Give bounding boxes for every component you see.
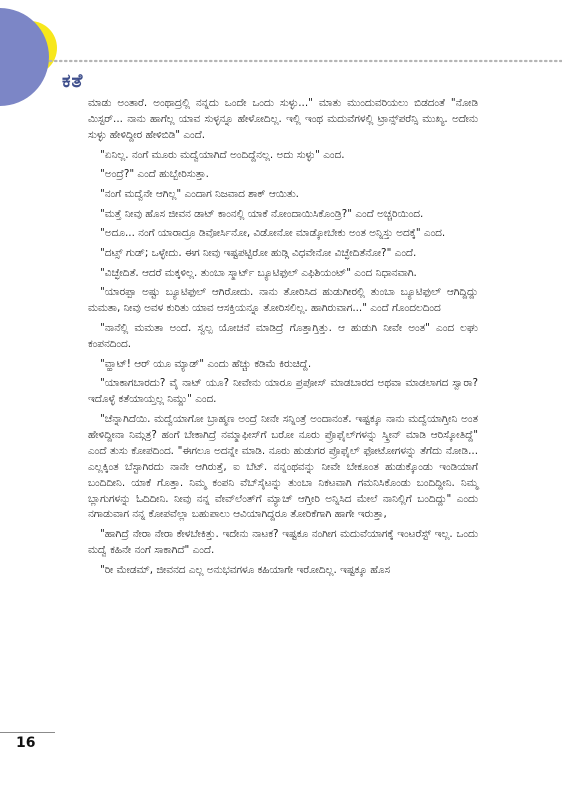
paragraph: "ಏನಿಲ್ಲ. ನಂಗೆ ಮೂರು ಮದ್ವೆಯಾಗಿದೆ ಅಂದಿದ್ದೆನಲ್ಲ. ಅದು ಸುಳ್ಳು" ಎಂದ. (100, 148, 345, 161)
paragraph: "ಯಾರಪ್ಪಾ ಅಷ್ಟು ಬ್ಯೂಟಿಫುಲ್ ಆಗಿರೋದು. ನಾನು ತೋರಿಸಿದ ಹುಡುಗೀರಲ್ಲಿ ತುಂಬಾ ಬ್ಯೂಟಿಫುಲ್ ಆಗಿದ್ದಿದ್ದು ಮಮತಾ, ನೀವು ಅವಳ ಕುರಿತು ಯಾವ ಆಸಕ್ತಿಯನ್ನೂ ತೋರಿಸಲಿಲ್ಲ. ಹಾಗಿರುವಾಗ..." ಎಂದೆ ಗೊಂದಲದಿಂದ (88, 286, 478, 315)
page-number: 16 (16, 735, 36, 751)
paragraph: "ನಂಗೆ ಮದ್ವೆನೇ ಆಗಿಲ್ಲ" ಎಂದಾಗ ನಿಜವಾದ ಶಾಕ್ ಆಯಿತು. (100, 187, 299, 200)
paragraph: "ಮತ್ತೆ ನೀವು ಹೊಸ ಜೀವನ ಡಾಟ್ ಕಾಂನಲ್ಲಿ ಯಾಕೆ ನೋಂದಾಯಿಸಿಕೊಂಡ್ರಿ?" ಎಂದೆ ಅಚ್ಚರಿಯಿಂದ. (100, 207, 424, 220)
paragraph: "ದಟ್ಸ್ ಗುಡ್; ಒಳ್ಳೇದು. ಈಗ ನೀವು ಇಷ್ಟಪಟ್ಟಿರೋ ಹುಡ್ಗಿ ವಿಧವೇನೋ ವಿಚ್ಛೇದಿತೆನೋ?" ಎಂದೆ. (100, 247, 417, 260)
paragraph: "ಯಾಕಾಗಬಾರದು? ವೈ ನಾಟ್ ಯೂ? ನೀವೇನು ಯಾರೂ ಪ್ರಪೋಸ್ ಮಾಡಬಾರದ ಅಥವಾ ಮಾಡಲಾಗದ ಸ್ವಾರಾ? ಇದೊಳ್ಳೆ ಕತೆಯಾಯ್ತಲ್ಲ ನಿಮ್ದು" ಎಂದ. (88, 377, 478, 406)
paragraph: "ಅಂದ್ರೆ?" ಎಂದೆ ಹುಬ್ಬೇರಿಸುತ್ತಾ. (100, 168, 209, 181)
paragraph: "ವಿಚ್ಛೇದಿತೆ. ಆದರೆ ಮಕ್ಕಳಿಲ್ಲ. ತುಂಬಾ ಸ್ಮಾರ್ಟ್ ಬ್ಯೂಟಿಫುಲ್ ಎಫಿಶಿಯಂಟ್" ಎಂದ ನಿಧಾನವಾಗಿ. (100, 266, 417, 279)
paragraph: "ಅದೂ... ನಂಗೆ ಯಾರಾದ್ರೂ ಡಿವೋರ್ಸಿನೋ, ವಿಡೋನೋ ಮಾಡ್ಕೋಬೇಕು ಅಂತ ಅನ್ನಿಸ್ತು ಅದಕ್ಕೆ" ಎಂದ. (100, 227, 446, 240)
paragraph: "ರೀ ಮೇಡಮ್, ಜೀವನದ ಎಲ್ಲ ಅನುಭವಗಳೂ ಕಹಿಯಾಗೇ ಇರೋದಿಲ್ಲ. ಇಷ್ಟಕ್ಕೂ ಹೊಸ (100, 563, 391, 576)
header-decoration (0, 0, 562, 110)
paragraph: "ನಾನೆಲ್ಲಿ ಮಮತಾ ಅಂದೆ. ಸ್ವಲ್ಪ ಯೋಚನೆ ಮಾಡಿದ್ರೆ ಗೊತ್ತಾಗ್ತಿತ್ತು. ಆ ಹುಡುಗಿ ನೀವೇ ಅಂತ" ಎಂದ ಲಘು ಕಂಪನದಿಂದ. (88, 322, 478, 350)
paragraph: "ಚೆನ್ನಾಗಿದೆಯಿ. ಮದ್ವೆಯಾಗೋ ಬ್ರಾಹ್ಮಣ ಅಂದ್ರೆ ನೀನೇ ಸನ್ನಿಂತ್ರೆ ಅಂದಾನಂತೆ. ಇಷ್ಟಕ್ಕೂ ನಾನು ಮದ್ವೆಯಾಗ್ತೀನಿ ಅಂತ ಹೇಳಿದ್ದೀನಾ ನಿಮ್ಗತ್ರ? ಹಂಗೆ ಬೇಕಾಗಿದ್ರೆ ನಮ್ಮಾಫೀಸ್‌ಗೆ ಬರೋ ನೂರು ಪ್ರೊಫೈಲ್‌ಗಳನ್ನು ಸ್ಕ್ರೀನ್ ಮಾಡಿ ಆರಿಸ್ಕೋತಿದ್ದೆ" ಎಂದೆ ತುಸು ಕೋಪದಿಂದ. "ಈಗಲೂ ಅದನ್ನೇ ಮಾಡಿ. ನೂರು ಹುಡುಗರ ಪ್ರೊಫೈಲ್ ಫೋಟೋಗಳನ್ನು ತೆಗೆದು ನೋಡಿ... ಎಲ್ಲಕ್ಕಿಂತ ಬೆಸ್ಟಾಗಿರದು ನಾನೇ ಆಗಿರುತ್ತೆ, ಐ ಬೆಟ್. ನನ್ನಂಥವನ್ನು ನೀವೇ ಬೇಕೂಂತ ಹುಡುಕ್ಕೊಂಡು ಇಂಡಿಯಾಗೆ ಬಂದಿದೀನಿ. ಯಾಕೆ ಗೊತ್ತಾ. ನಿಮ್ಮ ಕಂಪನಿ ವೆಬ್‌ಸೈಟನ್ನು ತುಂಬಾ ನಿಕಟವಾಗಿ ಗಮನಿಸಿಕೊಂಡು ಬಂದಿದ್ದೀನಿ. ನಿಮ್ಮ ಬ್ಲಾಗುಗಳನ್ನು ಓದಿದೀನಿ. ನೀವು ನನ್ನ ವೇವ್‌ಲೆಂತ್‌ಗೆ ಮ್ಯಾಚ್ ಆಗ್ತೀರಿ ಅನ್ನಿಸಿದ ಮೇಲೆ ನಾನಿಲ್ಲಿಗೆ ಬಂದಿದ್ದು" ಎಂದು ನಗಾಡುವಾಗ ನನ್ನ ಕೋಪವೆಲ್ಲಾ ಬಹುಪಾಲು ಆವಿಯಾಗಿದ್ದರೂ ತೋರಿಕೆಗಾಗಿ ಹಾಗೇ ಇರುತ್ತಾ, (88, 412, 478, 521)
paragraph: "ವ್ಹಾಟ್! ಆರ್ ಯೂ ಮ್ಯಾಡ್" ಎಂದು ಹೆಚ್ಚು ಕಡಿಮೆ ಕಿರುಚಿದ್ದೆ. (100, 357, 312, 370)
story-body (88, 96, 478, 582)
footer-rule (0, 732, 55, 733)
section-label: ಕತೆ (62, 70, 84, 92)
paragraph: ಮಾಡು ಅಂತಾರೆ. ಅಂಥಾದ್ರಲ್ಲಿ ನನ್ನದು ಒಂದೇ ಒಂದು ಸುಳ್ಳು..." ಮಾತು ಮುಂದುವರಿಯಲು ಬಿಡದಂತೆ "ನೋಡಿ ಮಿಸ್ಟರ್... ನಾನು ಹಾಗೆಲ್ಲ ಯಾವ ಸುಳ್ಳನ್ನೂ ಹೇಳೋದಿಲ್ಲ. ಇಲ್ಲಿ ಇಂಥ ಮದುವೆಗಳಲ್ಲಿ ಟ್ರಾನ್ಸ್‌ಪರೆನ್ಸಿ ಮುಖ್ಯ. ಅದೇನು ಸುಳ್ಳು ಹೇಳಿದ್ದೀರ ಹೇಳಿಬಿಡಿ" ಎಂದೆ. (88, 97, 478, 141)
blue-half-circle-shape (0, 8, 49, 106)
paragraph: "ಹಾಗಿದ್ರೆ ನೇರಾ ನೇರಾ ಕೇಳಬೇಕಿತ್ತು. ಇದೇನು ನಾಟಕ? ಇಷ್ಟಕೂ ನಂಗೀಗ ಮದುವೆಯಾಗಕ್ಕೆ ಇಂಟರೆಸ್ಟ್ ಇಲ್ಲ. ಒಂದು ಮದ್ವೆ ಕಹಿನೇ ನಂಗೆ ಸಾಕಾಗಿದೆ" ಎಂದೆ. (88, 528, 478, 557)
